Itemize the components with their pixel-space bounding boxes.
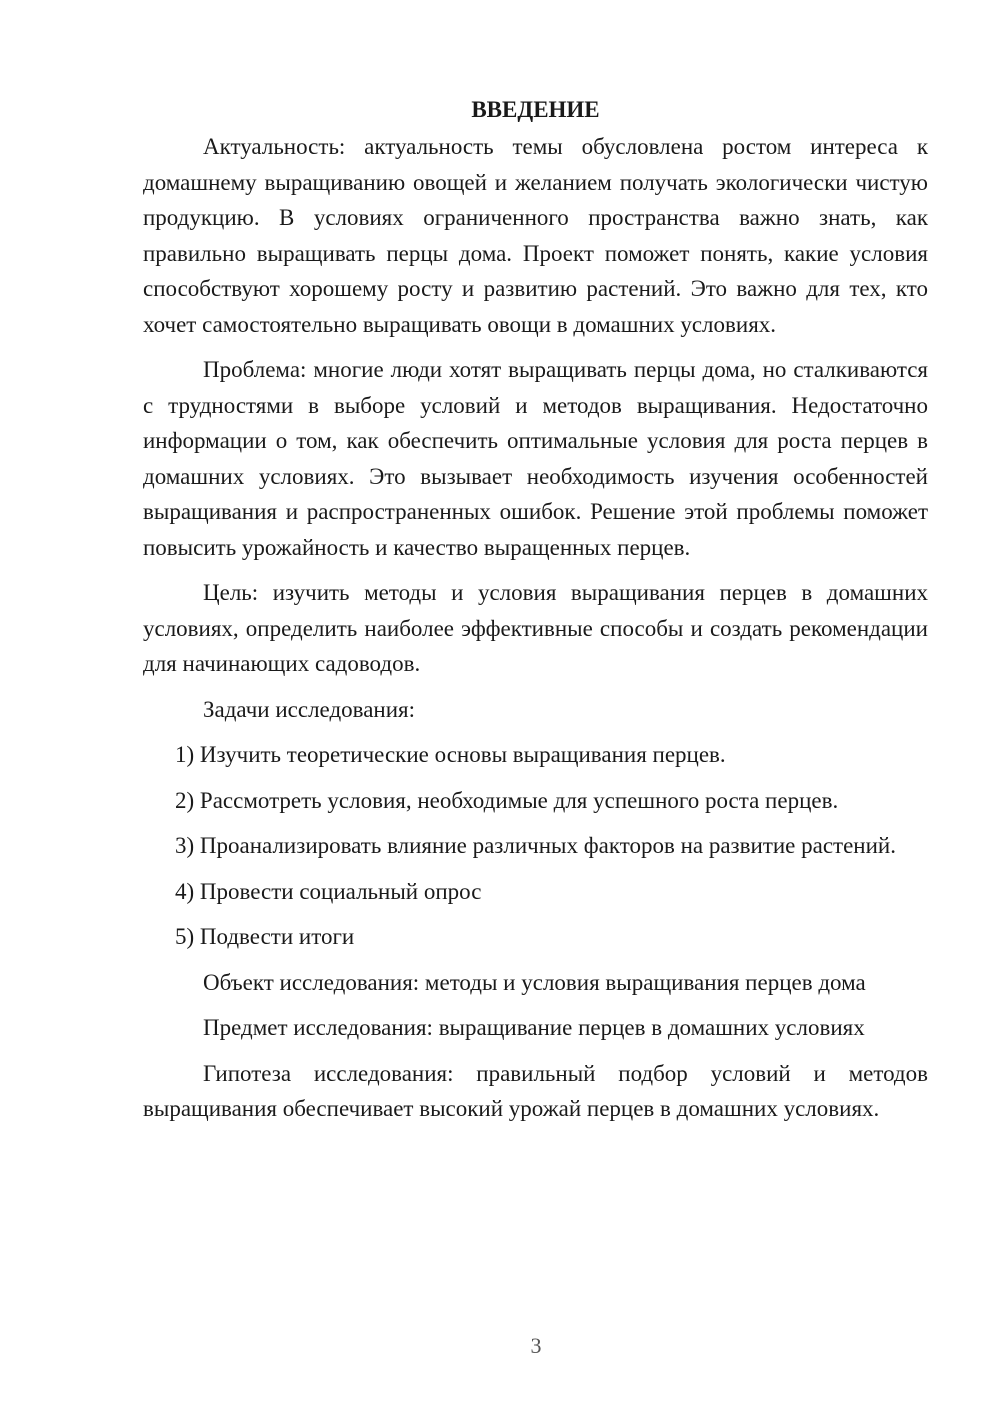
task-item: 1) Изучить теоретические основы выращивания перцев.: [175, 742, 726, 767]
research-hypothesis: Гипотеза исследования: правильный подбор условий и методов выращивания обеспечивает высокий урожай перцев в домашних условиях.: [143, 1060, 928, 1121]
tasks-list: [143, 737, 928, 955]
document-page: [143, 92, 928, 1137]
section-title: ВВЕДЕНИЕ: [471, 97, 600, 122]
task-item: 4) Провести социальный опрос: [175, 878, 482, 904]
task-item: 3) Проанализировать влияние различных факторов на развитие растений.: [175, 833, 896, 858]
task-item: 5) Подвести итоги: [175, 924, 355, 949]
research-subject: Предмет исследования: выращивание перцев в домашних условиях: [203, 1015, 865, 1040]
research-object: Объект исследования: методы и условия выращивания перцев дома: [203, 969, 866, 995]
goal-paragraph: Цель: изучить методы и условия выращивания перцев в домашних условиях, определить наиболее эффективные способы и создать рекомендации для начинающих садоводов.: [143, 580, 928, 676]
relevance-paragraph: Актуальность: актуальность темы обусловлена ростом интереса к домашнему выращиванию овощей и желанием получать экологически чистую продукцию. В условиях ограниченного пространства важно знать, как правильно выращивать перцы дома. Проект поможет понять, какие условия способствуют хорошему росту и развитию растений. Это важно для тех, кто хочет самостоятельно выращивать овощи в домашних условиях.: [143, 134, 928, 337]
problem-paragraph: Проблема: многие люди хотят выращивать перцы дома, но сталкиваются с трудностями в выборе условий и методов выращивания. Недостаточно информации о том, как обеспечить оптимальные условия для роста перцев в домашних условиях. Это вызывает необходимость изучения особенностей выращивания и распространенных ошибок. Решение этой проблемы поможет повысить урожайность и качество выращенных перцев.: [143, 357, 928, 560]
tasks-heading: Задачи исследования:: [203, 696, 416, 722]
task-item: 2) Рассмотреть условия, необходимые для успешного роста перцев.: [175, 787, 839, 813]
page-number: 3: [530, 1333, 542, 1358]
